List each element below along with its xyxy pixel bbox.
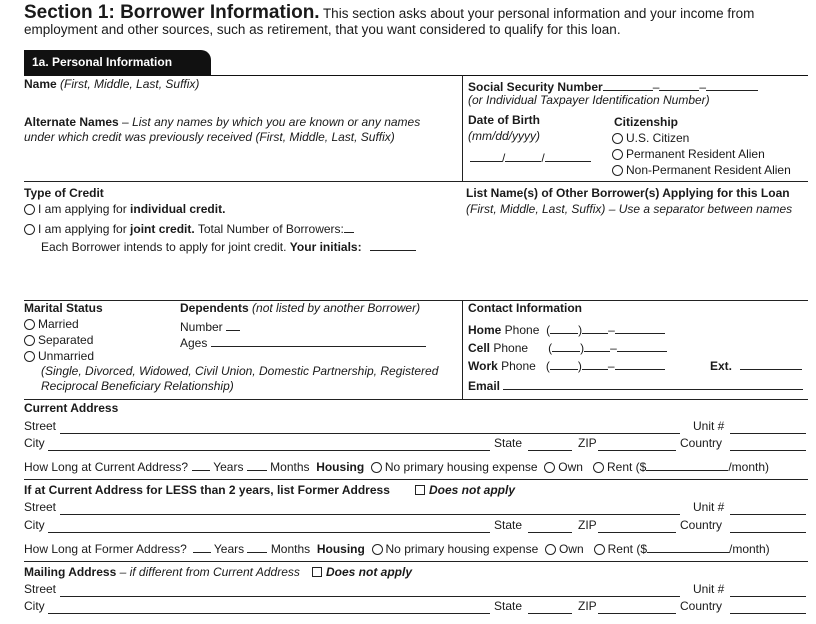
- radio-icon[interactable]: [612, 149, 623, 160]
- citizenship-option-permanent[interactable]: Permanent Resident Alien: [612, 148, 765, 162]
- radio-icon[interactable]: [544, 462, 555, 473]
- marital-option-separated[interactable]: Separated: [24, 334, 93, 348]
- mailing-address-label: Mailing Address – if different from Current Address: [24, 565, 300, 579]
- radio-icon[interactable]: [612, 133, 623, 144]
- home-phone-field[interactable]: Home Phone ( ) –: [468, 321, 665, 338]
- section-header: [24, 2, 754, 24]
- dependents-number[interactable]: Number: [180, 318, 240, 335]
- former-city-label: City: [24, 518, 45, 532]
- dependents-label: Dependents (not listed by another Borrower): [180, 301, 421, 315]
- radio-icon[interactable]: [371, 462, 382, 473]
- mailing-city-input[interactable]: [48, 613, 490, 614]
- type-of-credit-label: Type of Credit: [24, 186, 104, 200]
- current-street-label: Street: [24, 419, 57, 433]
- credit-option-individual[interactable]: I am applying for individual credit.: [24, 203, 225, 217]
- radio-icon[interactable]: [24, 204, 35, 215]
- radio-icon[interactable]: [24, 319, 35, 330]
- work-phone-field[interactable]: Work Phone ( ) –: [468, 357, 665, 374]
- joint-credit-initials[interactable]: Each Borrower intends to apply for joint credit. Your initials:: [41, 238, 416, 255]
- citizenship-option-us[interactable]: U.S. Citizen: [612, 132, 689, 146]
- current-how-long[interactable]: How Long at Current Address? Years Months Housing No primary housing expense Own Rent ($ /month): [24, 460, 770, 474]
- column-divider: [462, 75, 463, 181]
- mailing-unit-label: Unit #: [693, 582, 725, 596]
- ssn-field[interactable]: Social Security Number – –: [468, 78, 758, 95]
- current-country-input[interactable]: [730, 450, 806, 451]
- contact-info-label: Contact Information: [468, 301, 582, 315]
- mailing-unit-input[interactable]: [730, 596, 806, 597]
- dependents-ages[interactable]: Ages: [180, 334, 426, 351]
- mailing-does-not-apply[interactable]: Does not apply: [312, 566, 412, 580]
- divider: [24, 75, 808, 76]
- divider: [24, 399, 808, 400]
- radio-icon[interactable]: [593, 462, 604, 473]
- name-field[interactable]: [24, 78, 199, 92]
- former-state-label: State: [494, 518, 523, 532]
- mailing-city-label: City: [24, 599, 45, 613]
- former-country-input[interactable]: [730, 532, 806, 533]
- former-zip-label: ZIP: [578, 518, 597, 532]
- alt-names-hint: under which credit was previously received (First, Middle, Last, Suffix): [24, 130, 395, 144]
- section-title: Section 1: Borrower Information.: [24, 2, 320, 23]
- marital-status-label: Marital Status: [24, 301, 103, 315]
- former-street-input[interactable]: [60, 514, 680, 515]
- mailing-state-input[interactable]: [528, 613, 572, 614]
- citizenship-label: Citizenship: [614, 115, 679, 129]
- former-unit-input[interactable]: [730, 514, 806, 515]
- cell-phone-field[interactable]: Cell Phone ( ) –: [468, 339, 667, 356]
- checkbox-icon[interactable]: [415, 485, 425, 495]
- marital-hint: (Single, Divorced, Widowed, Civil Union, Domestic Partnership, Registered: [41, 364, 439, 378]
- ext-field[interactable]: Ext.: [710, 357, 802, 374]
- former-how-long[interactable]: How Long at Former Address? Years Months Housing No primary housing expense Own Rent ($ /month): [24, 542, 770, 556]
- mailing-country-label: Country: [680, 599, 723, 613]
- current-city-input[interactable]: [48, 450, 490, 451]
- dob-label: Date of Birth: [468, 113, 540, 127]
- marital-hint-cont: Reciprocal Beneficiary Relationship): [41, 379, 234, 393]
- ssn-label: Social Security Number: [468, 80, 603, 94]
- current-country-label: Country: [680, 436, 723, 450]
- radio-icon[interactable]: [24, 335, 35, 346]
- mailing-zip-label: ZIP: [578, 599, 597, 613]
- former-unit-label: Unit #: [693, 500, 725, 514]
- section-intro: This section asks about your personal information and your income from: [322, 6, 755, 21]
- radio-icon[interactable]: [372, 544, 383, 555]
- divider: [24, 561, 808, 562]
- email-field[interactable]: Email: [468, 377, 803, 394]
- current-city-label: City: [24, 436, 45, 450]
- current-state-label: State: [494, 436, 523, 450]
- column-divider: [462, 300, 463, 400]
- tab-personal-information: 1a. Personal Information: [24, 50, 211, 75]
- radio-icon[interactable]: [545, 544, 556, 555]
- citizenship-option-non-permanent[interactable]: Non-Permanent Resident Alien: [612, 164, 791, 178]
- radio-icon[interactable]: [24, 224, 35, 235]
- mailing-street-input[interactable]: [60, 596, 680, 597]
- name-hint: (First, Middle, Last, Suffix): [60, 77, 200, 91]
- marital-option-married[interactable]: Married: [24, 318, 79, 332]
- alternate-names[interactable]: Alternate Names – List any names by which you are known or any names: [24, 115, 421, 129]
- former-state-input[interactable]: [528, 532, 572, 533]
- former-street-label: Street: [24, 500, 57, 514]
- divider: [24, 181, 808, 182]
- current-zip-input[interactable]: [598, 450, 676, 451]
- former-does-not-apply[interactable]: Does not apply: [415, 484, 515, 498]
- current-zip-label: ZIP: [578, 436, 597, 450]
- current-state-input[interactable]: [528, 450, 572, 451]
- mailing-country-input[interactable]: [730, 613, 806, 614]
- current-street-input[interactable]: [60, 433, 680, 434]
- current-address-label: Current Address: [24, 401, 119, 415]
- divider: [24, 479, 808, 480]
- mailing-zip-input[interactable]: [598, 613, 676, 614]
- dob-input[interactable]: / /: [470, 149, 591, 166]
- marital-option-unmarried[interactable]: Unmarried: [24, 350, 94, 364]
- dob-hint: (mm/dd/yyyy): [468, 129, 540, 143]
- name-label: Name: [24, 77, 57, 91]
- checkbox-icon[interactable]: [312, 567, 322, 577]
- former-address-label: If at Current Address for LESS than 2 years, list Former Address: [24, 483, 390, 497]
- mailing-state-label: State: [494, 599, 523, 613]
- credit-option-joint[interactable]: I am applying for joint credit. Total Number of Borrowers:: [24, 220, 354, 237]
- former-zip-input[interactable]: [598, 532, 676, 533]
- radio-icon[interactable]: [594, 544, 605, 555]
- section-intro-cont: employment and other sources, such as retirement, that you want considered to qualify for this loan.: [24, 22, 621, 37]
- former-city-input[interactable]: [48, 532, 490, 533]
- current-unit-label: Unit #: [693, 419, 725, 433]
- other-borrowers-label: List Name(s) of Other Borrower(s) Applying for this Loan: [466, 186, 790, 200]
- former-country-label: Country: [680, 518, 723, 532]
- radio-icon[interactable]: [24, 351, 35, 362]
- radio-icon[interactable]: [612, 165, 623, 176]
- other-borrowers-hint: (First, Middle, Last, Suffix) – Use a separator between names: [466, 202, 793, 216]
- current-unit-input[interactable]: [730, 433, 806, 434]
- mailing-street-label: Street: [24, 582, 57, 596]
- ssn-hint: (or Individual Taxpayer Identification Number): [468, 93, 710, 107]
- alt-names-label: Alternate Names: [24, 115, 119, 129]
